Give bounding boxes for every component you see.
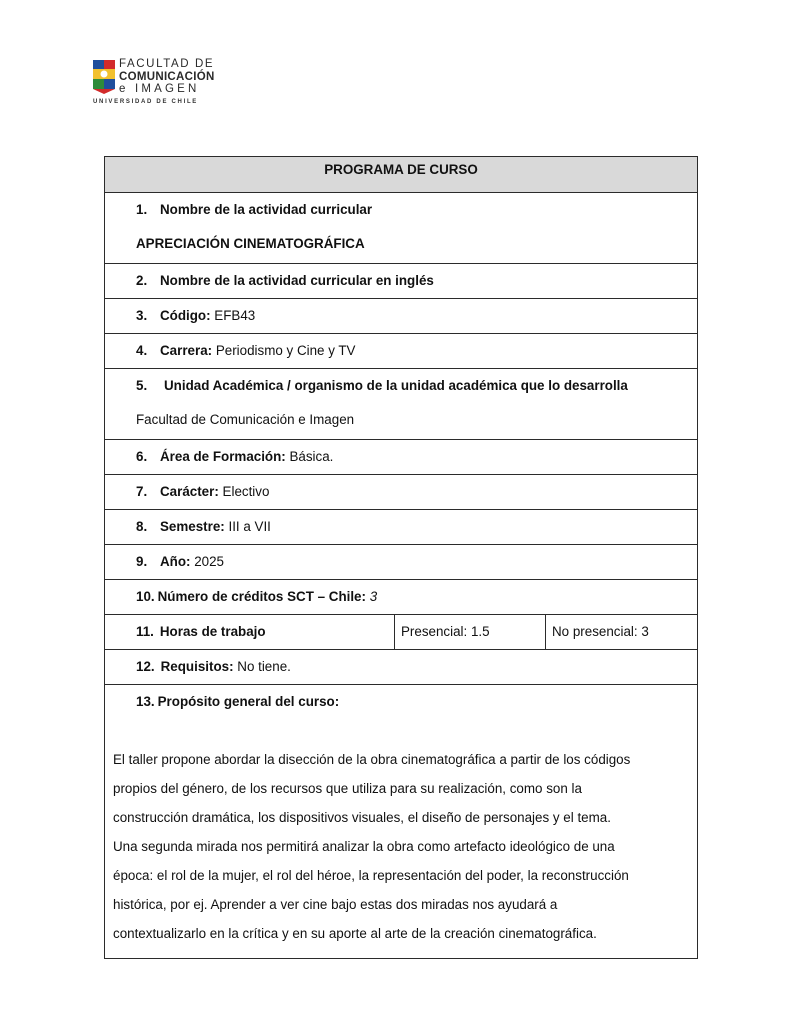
section-label: Área de Formación: — [160, 449, 286, 464]
section-7-character — [105, 475, 698, 510]
logo-university: UNIVERSIDAD DE CHILE — [93, 99, 199, 105]
hours-presencial-cell — [395, 615, 546, 650]
academic-unit-value: Facultad de Comunicación e Imagen — [136, 412, 355, 427]
logo-line-1: FACULTAD DE — [119, 58, 215, 70]
section-11-work-hours — [105, 615, 395, 650]
requirements-value: No tiene. — [233, 659, 291, 674]
table-title: PROGRAMA DE CURSO — [105, 157, 698, 193]
purpose-paragraph — [105, 712, 697, 958]
university-shield-icon — [93, 60, 115, 94]
section-13-purpose — [105, 685, 698, 959]
course-program-table — [104, 156, 698, 959]
section-5-academic-unit — [105, 369, 698, 440]
hours-no-presencial: No presencial: 3 — [552, 624, 649, 639]
section-3-code — [105, 299, 698, 334]
section-number: 12. — [136, 659, 155, 674]
section-12-requirements — [105, 650, 698, 685]
section-number: 8. — [136, 519, 148, 534]
section-label: Carrera: — [160, 343, 213, 358]
section-9-year — [105, 545, 698, 580]
section-2-english-name — [105, 264, 698, 299]
section-number: 2. — [136, 273, 148, 288]
purpose-line: El taller propone abordar la disección de la obra cinematográfica a partir de los códigos — [113, 752, 631, 767]
section-number: 11. — [136, 624, 154, 639]
section-label: Propósito general del curso: — [157, 694, 340, 709]
section-label: Código: — [160, 308, 211, 323]
section-number: 1. — [136, 202, 148, 217]
faculty-logo — [93, 58, 233, 110]
purpose-line: construcción dramática, los dispositivos visuales, el diseño de personajes y el tema. — [113, 810, 611, 825]
training-area-value: Básica. — [285, 449, 334, 464]
code-value: EFB43 — [210, 308, 256, 323]
section-number: 7. — [136, 484, 148, 499]
section-4-career — [105, 334, 698, 369]
hours-no-presencial-cell — [546, 615, 698, 650]
section-label: Unidad Académica / organismo de la unidad académica que lo desarrolla — [164, 378, 628, 393]
hours-presencial: Presencial: 1.5 — [401, 624, 490, 639]
section-number: 9. — [136, 554, 148, 569]
career-value: Periodismo y Cine y TV — [212, 343, 356, 358]
character-value: Electivo — [218, 484, 270, 499]
section-6-training-area — [105, 440, 698, 475]
purpose-line: propios del género, de los recursos que utiliza para su realización, como son la — [113, 781, 582, 796]
section-number: 5. — [136, 378, 148, 393]
purpose-line: contextualizarlo en la crítica y en su aporte al arte de la creación cinematográfica. — [113, 926, 597, 941]
section-label: Horas de trabajo — [159, 624, 266, 639]
semester-value: III a VII — [224, 519, 271, 534]
logo-line-2: COMUNICACIÓN — [119, 70, 215, 83]
section-label: Año: — [160, 554, 191, 569]
purpose-line: época: el rol de la mujer, el rol del héroe, la representación del poder, la reconstrucción — [113, 868, 629, 883]
section-1-activity-name — [105, 193, 698, 264]
logo-wordmark — [119, 58, 215, 96]
section-number: 3. — [136, 308, 148, 323]
section-number: 10. — [136, 589, 155, 604]
section-number: 4. — [136, 343, 148, 358]
section-label: Nombre de la actividad curricular — [160, 202, 373, 217]
activity-name-value: APRECIACIÓN CINEMATOGRÁFICA — [136, 236, 365, 251]
section-label: Carácter: — [160, 484, 219, 499]
purpose-line: Una segunda mirada nos permitirá analizar la obra como artefacto ideológico de una — [113, 839, 615, 854]
section-number: 13. — [136, 694, 155, 709]
section-label: Nombre de la actividad curricular en inglés — [160, 273, 434, 288]
logo-line-3: e IMAGEN — [119, 83, 200, 95]
purpose-line: histórica, por ej. Aprender a ver cine bajo estas dos miradas nos ayudará a — [113, 897, 558, 912]
section-label: Requisitos: — [160, 659, 234, 674]
credits-value: 3 — [369, 589, 378, 604]
section-label: Número de créditos SCT – Chile: — [157, 589, 366, 604]
section-number: 6. — [136, 449, 148, 464]
section-8-semester — [105, 510, 698, 545]
section-10-credits — [105, 580, 698, 615]
section-label: Semestre: — [160, 519, 225, 534]
year-value: 2025 — [190, 554, 225, 569]
